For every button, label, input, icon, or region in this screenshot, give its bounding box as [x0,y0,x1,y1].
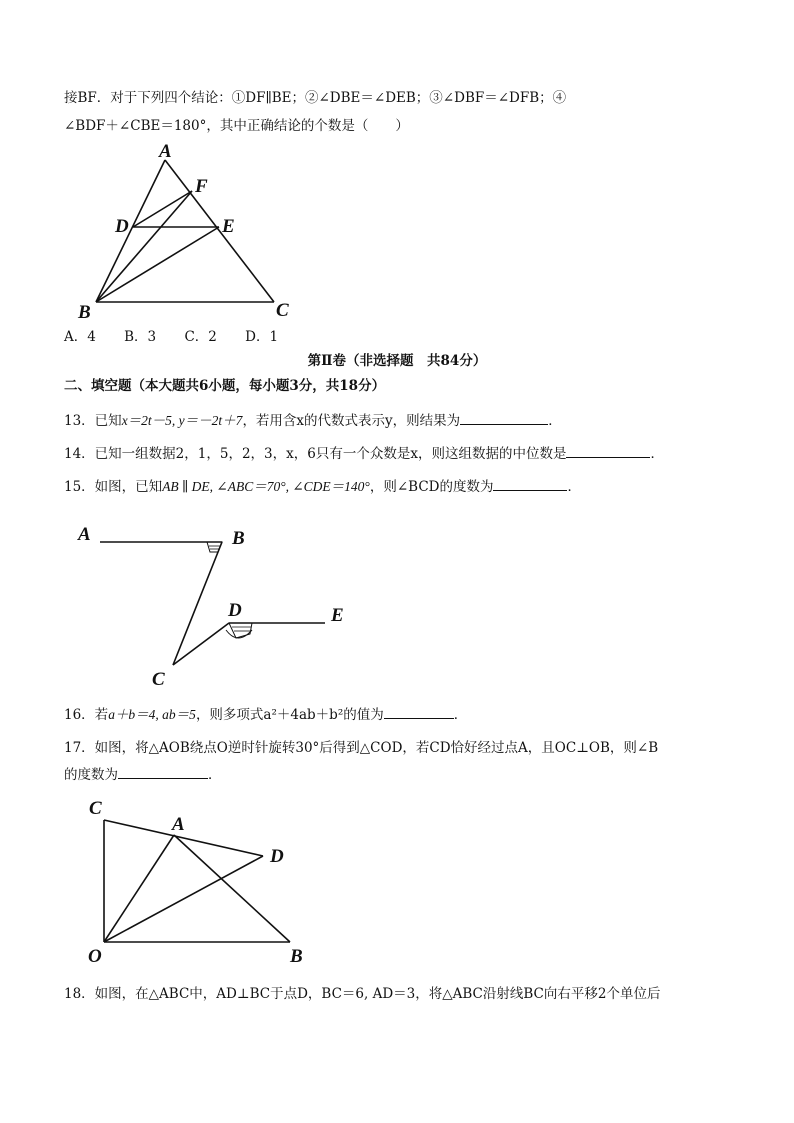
q12-label-B: B [78,302,91,323]
q15-answer-blank[interactable] [493,476,567,491]
q13-answer-blank[interactable] [460,410,548,425]
q13 [64,410,562,431]
q17-line2-pre: 的度数为 [64,767,118,783]
q15 [64,476,581,497]
q15-math: AB ∥ DE, ∠ABC＝70°, ∠CDE＝140° [162,479,370,494]
q14-answer-blank[interactable] [566,443,650,458]
q12-option-d[interactable]: D．1 [245,329,279,345]
q12-option-b[interactable]: B．3 [124,329,157,345]
q15-label-E: E [331,605,344,626]
q17-answer-blank[interactable] [118,764,208,779]
q17-line1: 17．如图，将△AOB绕点O逆时针旋转30°后得到△COD，若CD恰好经过点A，且OC⊥OB，则∠B [64,740,659,756]
q15-label-B: B [232,528,245,549]
q12-line1: 接BF．对于下列四个结论：①DF∥BE；②∠DBE＝∠DEB；③∠DBF＝∠DFB；④ [64,90,567,106]
q18-line1: 18．如图，在△ABC中，AD⊥BC于点D，BC＝6, AD＝3，将△ABC沿射线BC向右平移2个单位后 [64,986,661,1002]
q12-options [64,327,302,347]
q12-label-D: D [115,216,129,237]
q15-pre: 15．如图，已知 [64,479,163,495]
q17-end: ． [208,767,222,783]
q17-label-A: A [172,814,185,835]
q14-pre: 14．已知一组数据2，1，5，2，3，x，6只有一个众数是x，则这组数据的中位数是 [64,446,567,462]
q16-end: ． [453,707,468,723]
q12-option-a[interactable]: A．4 [64,329,96,345]
q16-pre: 16．若 [64,707,109,723]
q12-label-E: E [222,216,235,237]
q14-end: ． [650,446,664,462]
q12-line2: ∠BDF＋∠CBE＝180°，其中正确结论的个数是（ ） [64,118,409,134]
q17-label-C: C [89,798,102,819]
q16 [64,704,467,725]
q17-label-B: B [290,946,303,967]
q15-label-A: A [78,524,91,545]
q14 [64,443,664,464]
q15-label-C: C [152,669,165,690]
q15-end: ． [567,479,581,495]
q12-label-C: C [276,300,289,321]
q15-post: ，则∠BCD的度数为 [369,479,494,495]
section2-title: 二、填空题（本大题共6小题，每小题3分，共18分） [64,378,386,394]
q12-option-c[interactable]: C．2 [184,329,217,345]
q12-label-F: F [195,176,208,197]
q13-math: x＝2t－5, y＝－2t＋7 [121,413,243,428]
q13-pre: 13．已知 [64,413,122,429]
q17-label-D: D [270,846,284,867]
q16-answer-blank[interactable] [384,704,454,719]
q16-post: ，则多项式a²＋4ab＋b²的值为 [195,707,384,723]
q13-post: ，若用含x的代数式表示y，则结果为 [242,413,461,429]
part2-title: 第Ⅱ卷（非选择题 共84分） [307,353,487,369]
q15-label-D: D [228,600,242,621]
q17-line2 [64,764,222,785]
q16-math: a＋b＝4, ab＝5 [108,707,196,722]
q13-end: ． [548,413,562,429]
q12-label-A: A [159,141,172,162]
q17-label-O: O [88,946,102,967]
